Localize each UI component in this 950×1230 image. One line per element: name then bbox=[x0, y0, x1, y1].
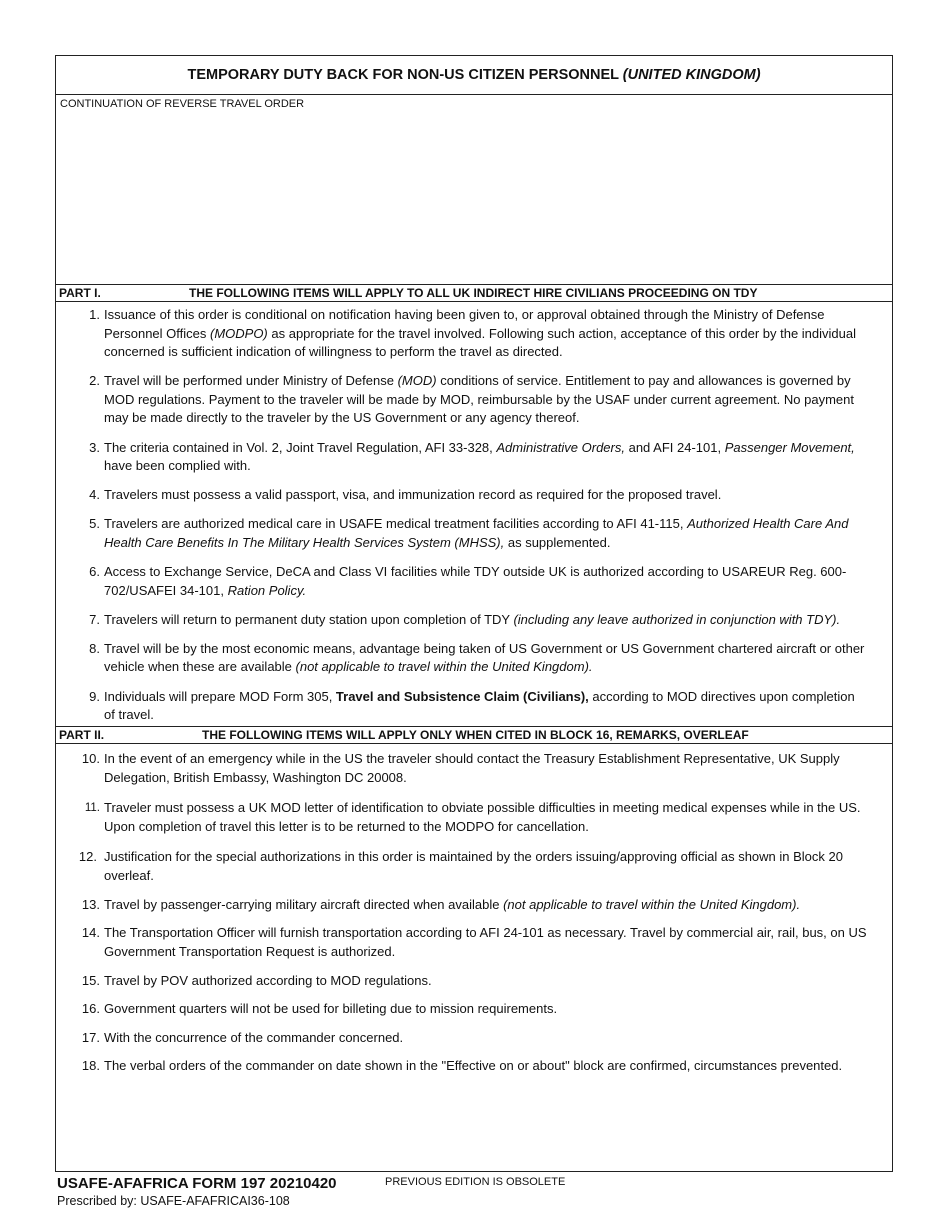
list-item: 15. Travel by POV authorized according to MOD regulations. bbox=[81, 973, 432, 989]
list-item: 5. Travelers are authorized medical care in USAFE medical treatment facilities according to AFI 41-115, Authorized Health Care And Health Care Benefits In The Military Health Services System (MHSS), as supplemented. bbox=[89, 516, 849, 550]
title-main: TEMPORARY DUTY BACK FOR NON-US CITIZEN PERSONNEL bbox=[187, 67, 623, 83]
title-italic: (UNITED KINGDOM) bbox=[622, 67, 761, 83]
part-1-header bbox=[56, 285, 892, 302]
previous-edition-note: PREVIOUS EDITION IS OBSOLETE bbox=[385, 1176, 566, 1188]
list-item: 10. In the event of an emergency while in the US the traveler should contact the Treasury Establishment Representative, UK Supply Delegation, British Embassy, Washington DC 20008. bbox=[81, 751, 840, 785]
list-item: 11. Traveler must possess a UK MOD letter of identification to obviate possible difficulties in meeting medical expenses while in the US. Upon completion of travel this letter is to be returned to the MODPO for cancellation. bbox=[84, 800, 861, 834]
part-1-items bbox=[56, 302, 892, 726]
list-item: 7. Travelers will return to permanent duty station upon completion of TDY (including any leave authorized in conjunction with TDY). bbox=[89, 611, 841, 627]
part-2-items bbox=[56, 744, 892, 1075]
list-item: 13. Travel by passenger-carrying military aircraft directed when available (not applicable to travel within the United Kingdom). bbox=[81, 896, 801, 912]
part-2-header bbox=[56, 726, 892, 744]
list-item: 9. Individuals will prepare MOD Form 305, Travel and Subsistence Claim (Civilians), according to MOD directives upon completion of travel. bbox=[89, 688, 855, 723]
part-2-heading: THE FOLLOWING ITEMS WILL APPLY ONLY WHEN CITED IN BLOCK 16, REMARKS, OVERLEAF bbox=[202, 728, 749, 742]
list-item: 8. Travel will be by the most economic means, advantage being taken of US Government or US Government chartered aircraft or other vehicle when these are available (not applicable to travel within the United Kingdom). bbox=[89, 640, 865, 675]
form-number: USAFE-AFAFRICA FORM 197 20210420 bbox=[57, 1175, 337, 1192]
list-item: 3. The criteria contained in Vol. 2, Joint Travel Regulation, AFI 33-328, Administrative Orders, and AFI 24-101, Passenger Movement, have been complied with. bbox=[89, 439, 855, 474]
footer bbox=[57, 1175, 337, 1208]
list-item: 14. The Transportation Officer will furnish transportation according to AFI 24-101 as necessary. Travel by commercial air, rail, bus, on US Government Transportation Request is authorized. bbox=[81, 925, 867, 959]
list-item: 1. Issuance of this order is conditional on notification having been given to, or approval obtained through the Ministry of Defense Personnel Offices (MODPO) as appropriate for the travel involved. Following such action, acceptance of this order by the individual concerned is sufficient indication of willingness to perform the travel as directed. bbox=[89, 307, 856, 360]
list-item: 2. Travel will be performed under Ministry of Defense (MOD) conditions of service. Entitlement to pay and allowances is governed by MOD regulations. Payment to the traveler will be made by MOD, reimbursable by the USAF under current agreement. No payment may be made directly to the traveler by the US Government or any agency thereof. bbox=[89, 373, 854, 426]
part-2-label: PART II. bbox=[59, 728, 105, 742]
list-item: 17. With the concurrence of the commander concerned. bbox=[81, 1029, 404, 1045]
list-item: 12. Justification for the special authorizations in this order is maintained by the orders issuing/approving official as shown in Block 20 overleaf. bbox=[78, 849, 843, 883]
continuation-block[interactable] bbox=[56, 95, 892, 285]
list-item: 18. The verbal orders of the commander on date shown in the "Effective on or about" block are confirmed, circumstances prevented. bbox=[81, 1057, 843, 1073]
list-item: 6. Access to Exchange Service, DeCA and Class VI facilities while TDY outside UK is authorized according to USAREUR Reg. 600-702/USAFEI 34-101, Ration Policy. bbox=[89, 564, 847, 598]
form-frame bbox=[55, 55, 893, 1172]
list-item: 4. Travelers must possess a valid passport, visa, and immunization record as required for the proposed travel. bbox=[89, 487, 722, 503]
continuation-label: CONTINUATION OF REVERSE TRAVEL ORDER bbox=[60, 98, 305, 110]
part-1-label: PART I. bbox=[59, 286, 101, 300]
form-title bbox=[56, 56, 892, 95]
part-1-heading: THE FOLLOWING ITEMS WILL APPLY TO ALL UK INDIRECT HIRE CIVILIANS PROCEEDING ON TDY bbox=[189, 286, 758, 300]
list-item: 16. Government quarters will not be used for billeting due to mission requirements. bbox=[81, 1001, 558, 1017]
prescribed-by: Prescribed by: USAFE-AFAFRICAI36-108 bbox=[57, 1194, 290, 1208]
